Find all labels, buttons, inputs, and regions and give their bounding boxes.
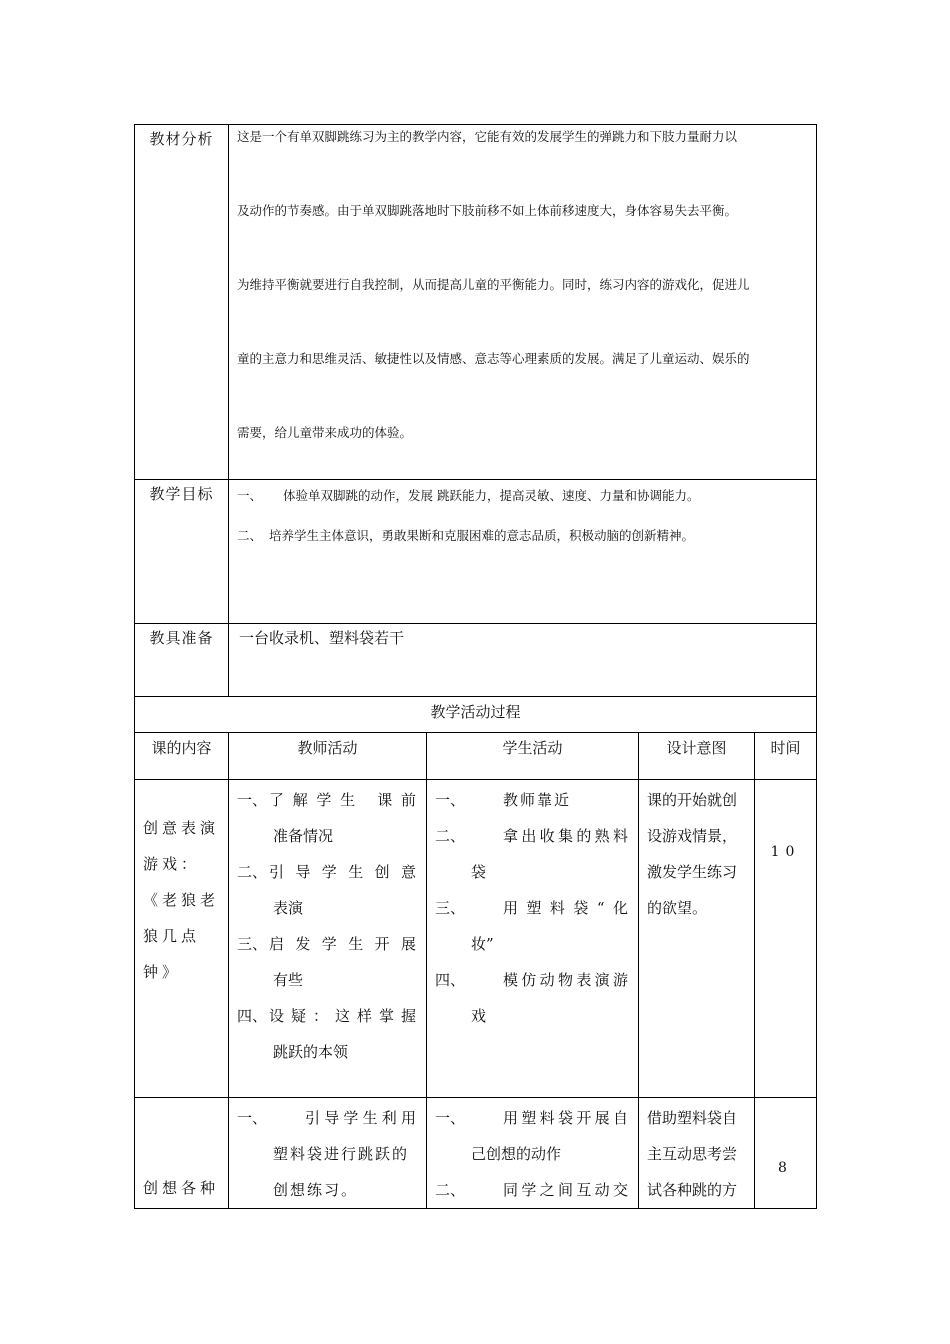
analysis-label: 教材分析 xyxy=(135,125,229,480)
design-intent: 借助塑料袋自主互动思考尝试各种跳的方 xyxy=(639,1098,755,1209)
goal-item xyxy=(237,486,810,504)
process-row xyxy=(135,1098,817,1209)
student-item: 四、 模仿动物表演游 xyxy=(435,971,630,989)
time-value: 8 xyxy=(755,1098,817,1209)
student-activities: 一、 教师靠近 二、 拿出收集的熟料 袋 三、 用塑料袋“化 妆” 四、 模仿动物表演游 戏 xyxy=(427,780,639,1098)
header-student: 学生活动 xyxy=(427,733,639,780)
header-teacher: 教师活动 xyxy=(229,733,427,780)
goal-number: 一、 xyxy=(237,488,263,503)
student-item: 三、 用塑料袋“化 xyxy=(435,899,630,917)
analysis-text xyxy=(229,125,817,480)
time-value: 10 xyxy=(755,780,817,1098)
process-header-row xyxy=(135,733,817,780)
teacher-item: 二、 引导学生创意 xyxy=(237,863,418,881)
analysis-row xyxy=(135,125,817,480)
analysis-line: 及动作的节奏感。由于单双脚跳落地时下肢前移不如上体前移速度大，身体容易失去平衡。 xyxy=(237,203,738,218)
teacher-item: 一、 引导学生利用 xyxy=(237,1109,418,1127)
analysis-line: 为维持平衡就要进行自我控制，从而提高儿童的平衡能力。同时，练习内容的游戏化，促进儿 xyxy=(237,277,750,292)
lesson-plan-table xyxy=(134,124,817,1209)
analysis-line: 这是一个有单双脚跳练习为主的教学内容，它能有效的发展学生的弹跳力和下肢力量耐力以 xyxy=(237,129,738,144)
design-intent: 课的开始就创设游戏情景，激发学生练习的欲望。 xyxy=(639,780,755,1098)
goal-text: 体验单双脚跳的动作，发展 跳跃能力，提高灵敏、速度、力量和协调能力。 xyxy=(283,488,700,503)
teacher-item: 四、 设疑：这样掌握 xyxy=(237,1007,418,1025)
student-activities: 一、 用塑料袋开展自 己创想的动作 二、 同学之间互动交 xyxy=(427,1098,639,1209)
lesson-content: 创想各种 xyxy=(135,1098,229,1209)
student-item: 二、 同学之间互动交 xyxy=(435,1181,630,1199)
student-item: 一、 教师靠近 xyxy=(435,791,572,809)
prep-label: 教具准备 xyxy=(135,624,229,697)
student-item: 一、 用塑料袋开展自 xyxy=(435,1109,630,1127)
goals-label: 教学目标 xyxy=(135,480,229,624)
goal-text: 培养学生主体意识，勇敢果断和克服困难的意志品质，积极动脑的创新精神。 xyxy=(269,528,695,543)
header-content: 课的内容 xyxy=(135,733,229,780)
teacher-item: 三、 启发学生开展 xyxy=(237,935,418,953)
prep-text: 一台收录机、塑料袋若干 xyxy=(229,624,817,697)
student-item: 二、 拿出收集的熟料 xyxy=(435,827,630,845)
goal-number: 二、 xyxy=(237,528,263,543)
process-title-row xyxy=(135,697,817,733)
process-row xyxy=(135,780,817,1098)
teacher-item: 一、 了解学生 课前 xyxy=(237,791,418,809)
process-title: 教学活动过程 xyxy=(135,697,817,733)
teacher-activities: 一、 引导学生利用 塑料袋进行跳跃的创想练习。 xyxy=(229,1098,427,1209)
header-time: 时间 xyxy=(755,733,817,780)
analysis-line: 需要，给儿童带来成功的体验。 xyxy=(237,425,413,440)
teacher-activities: 一、 了解学生 课前 准备情况 二、 引导学生创意 表演 三、 启发学生开展 有些 四、 设疑：这样掌握 跳跃的本领 xyxy=(229,780,427,1098)
analysis-line: 童的主意力和思维灵活、敏捷性以及情感、意志等心理素质的发展。满足了儿童运动、娱乐的 xyxy=(237,351,750,366)
prep-row xyxy=(135,624,817,697)
goal-item xyxy=(237,526,810,544)
lesson-content: 创意表演游戏：《老狼老狼几点钟》 xyxy=(135,780,229,1098)
header-intent: 设计意图 xyxy=(639,733,755,780)
goals-list xyxy=(229,480,817,624)
goals-row xyxy=(135,480,817,624)
